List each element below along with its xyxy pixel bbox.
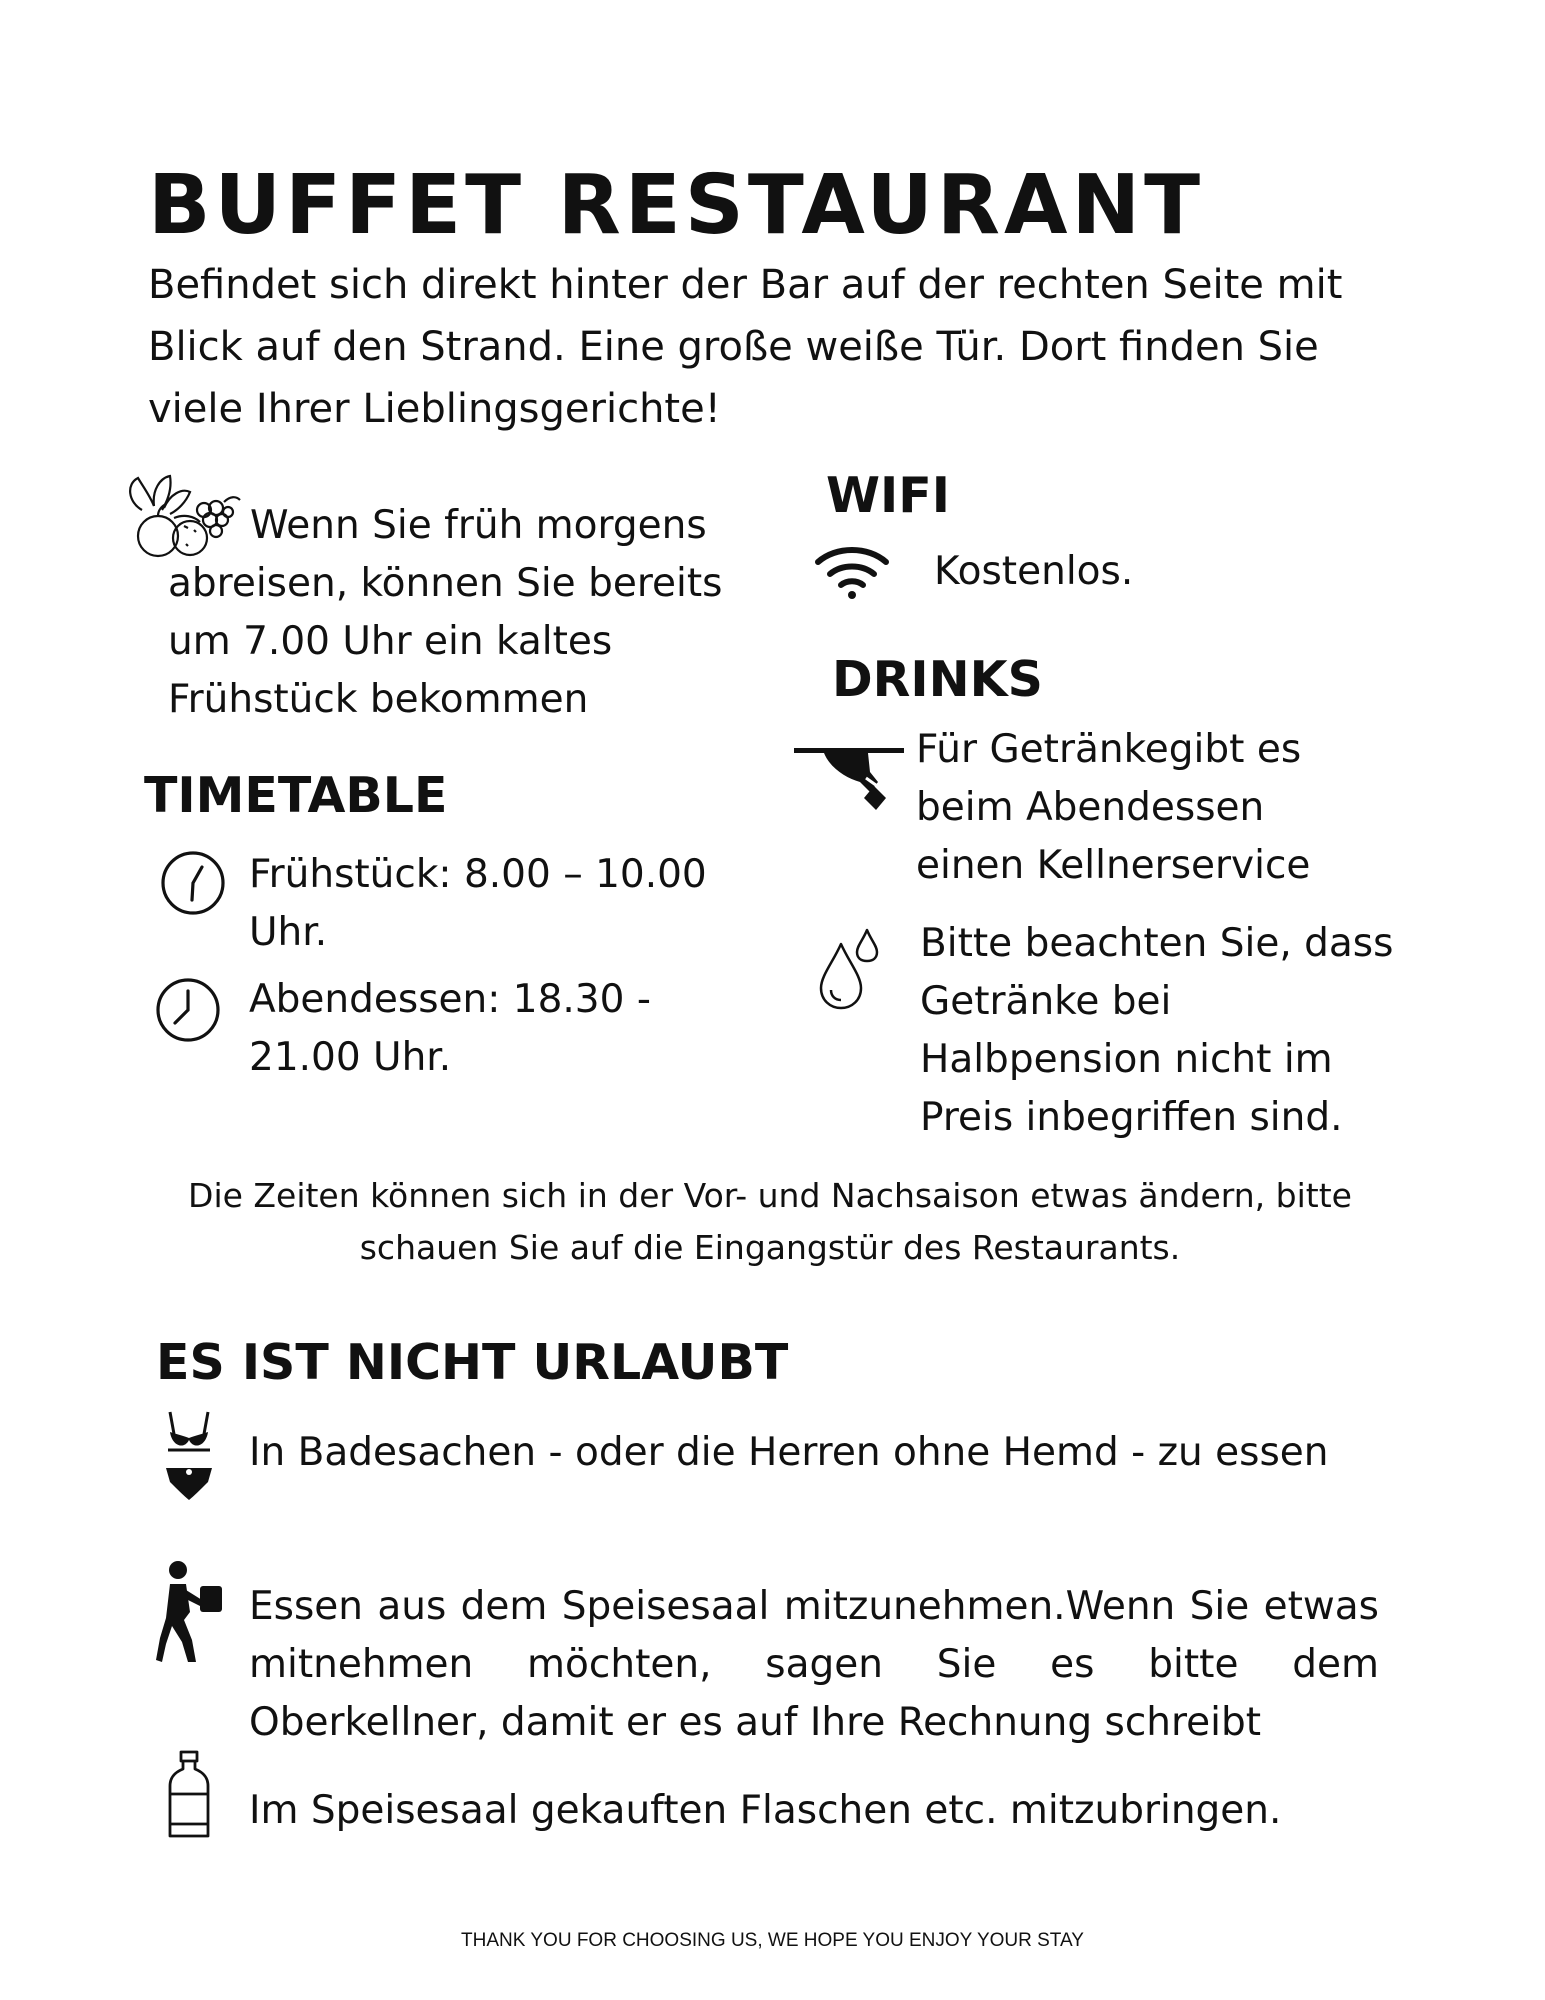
timetable-breakfast: Frühstück: 8.00 – 10.00 Uhr. xyxy=(249,852,707,955)
person-carrying-box-icon xyxy=(156,1560,224,1664)
drinks-heading: DRINKS xyxy=(832,651,1043,708)
rule-swimwear-text: In Badesachen - oder die Herren ohne Hemd - zu essen xyxy=(249,1430,1329,1475)
water-drops-icon xyxy=(815,928,881,1010)
footer-text: THANK YOU FOR CHOOSING US, WE HOPE YOU ENJOY YOUR STAY xyxy=(461,1930,1084,1951)
early-breakfast-line1: Wenn Sie früh morgens xyxy=(250,503,707,548)
timetable-dinner: Abendessen: 18.30 - 21.00 Uhr. xyxy=(249,977,651,1080)
wifi-heading: WIFI xyxy=(826,467,950,524)
rule-bottles-text: Im Speisesaal gekauften Flaschen etc. mitzubringen. xyxy=(249,1788,1282,1833)
serving-tray-icon xyxy=(794,738,906,818)
fruit-basket-icon xyxy=(124,474,242,560)
clock-icon xyxy=(160,850,226,916)
intro-text: Befindet sich direkt hinter der Bar auf der rechten Seite mit Blick auf den Strand. Eine große weiße Tür. Dort finden Sie viele Ihrer Lieblingsgerichte! xyxy=(148,262,1343,432)
season-note: Die Zeiten können sich in der Vor- und Nachsaison etwas ändern, bitte schauen Sie auf die Eingangstür des Restaurants. xyxy=(188,1176,1352,1267)
timetable-heading: TIMETABLE xyxy=(144,767,448,824)
rules-heading: ES IST NICHT URLAUBT xyxy=(156,1334,789,1391)
wifi-text: Kostenlos. xyxy=(934,549,1134,594)
rule-takeaway-text: Essen aus dem Speisesaal mitzunehmen.Wenn Sie etwas mitnehmen möchten, sagen Sie es bitte dem Oberkellner, damit er es auf Ihre Rechnung schreibt xyxy=(249,1584,1379,1745)
drinks-waiter-text: Für Getränkegibt es beim Abendessen einen Kellnerservice xyxy=(916,727,1311,888)
clock-icon xyxy=(155,977,221,1043)
drinks-halfboard-text: Bitte beachten Sie, dass Getränke bei Halbpension nicht im Preis inbegriffen sind. xyxy=(920,921,1394,1140)
early-breakfast-text: abreisen, können Sie bereits um 7.00 Uhr ein kaltes Frühstück bekommen xyxy=(168,561,723,722)
bottle-icon xyxy=(167,1750,211,1840)
page-title: BUFFET RESTAURANT xyxy=(148,158,1205,253)
wifi-icon xyxy=(812,544,892,600)
swimsuit-icon xyxy=(162,1410,216,1502)
